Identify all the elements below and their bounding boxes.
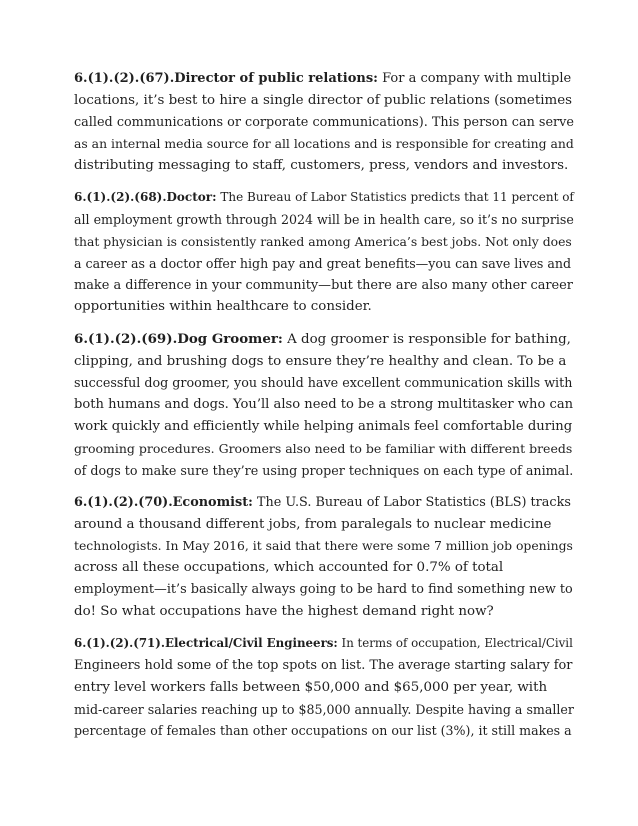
entry-doctor [74, 187, 574, 318]
entry-text-line: employment—it’s basically always going to be hard to find something new to [74, 582, 573, 598]
entry-text-line: work quickly and efficiently while helping animals feel comfortable during [74, 418, 573, 434]
entry-text-line: successful dog groomer, you should have excellent communication skills with [74, 375, 573, 391]
entry-text-line: a career as a doctor offer high pay and great benefits—you can save lives and [74, 255, 572, 271]
entry-text-line: as an internal media source for all locations and is responsible for creating and [74, 136, 574, 152]
entry-first-line [74, 329, 574, 351]
entry-dog-groomer [74, 329, 574, 482]
entry-text: In terms of occupation, Electrical/Civil [337, 636, 573, 651]
entry-text-line: technologists. In May 2016, it said that there were some 7 million job openings [74, 538, 573, 554]
entry-text: The Bureau of Labor Statistics predicts that 11 percent of [216, 190, 574, 205]
entry-text-line: all employment growth through 2024 will be in health care, so it’s no surprise [74, 212, 574, 228]
entry-heading: 6.(1).(2).(67).Director of public relations: [74, 71, 378, 86]
entry-text-line: grooming procedures. Groomers also need to be familiar with different breeds [74, 440, 573, 456]
entry-heading: 6.(1).(2).(69).Dog Groomer: [74, 330, 283, 347]
entry-text-line: entry level workers falls between $50,000 and $65,000 per year, with [74, 679, 548, 695]
entry-text: For a company with multiple [377, 71, 572, 86]
entry-text-line: distributing messaging to staff, customers, press, vendors and investors. [74, 158, 569, 174]
entry-text-line: Engineers hold some of the top spots on list. The average starting salary for [74, 657, 573, 673]
entry-electrical-civil-engineers [74, 633, 574, 742]
entry-text-line: make a difference in your community—but there are also many other career [74, 277, 573, 293]
entry-heading: 6.(1).(2).(70).Economist: [74, 494, 253, 510]
entry-heading: 6.(1).(2).(68).Doctor: [74, 190, 217, 205]
entry-first-line [74, 68, 574, 90]
entry-text-line: across all these occupations, which accounted for 0.7% of total [74, 560, 504, 576]
entry-text-line: that physician is consistently ranked among America’s best jobs. Not only does [74, 234, 572, 250]
entry-economist [74, 492, 574, 623]
entry-text-line: percentage of females than other occupations on our list (3%), it still makes a [74, 723, 572, 739]
entry-text-line: called communications or corporate communications). This person can serve [74, 114, 574, 130]
entry-text-line: locations, it’s best to hire a single director of public relations (sometimes [74, 92, 573, 108]
entry-text-line: both humans and dogs. You’ll also need to be a strong multitasker who can [74, 397, 574, 413]
document-page [74, 68, 574, 753]
entry-text-line: around a thousand different jobs, from paralegals to nuclear medicine [74, 516, 552, 532]
entry-text: The U.S. Bureau of Labor Statistics (BLS) tracks [252, 494, 571, 510]
entry-text: A dog groomer is responsible for bathing, [282, 331, 571, 347]
entry-text-line: mid-career salaries reaching up to $85,000 annually. Despite having a smaller [74, 701, 574, 717]
entry-first-line [74, 492, 574, 514]
entry-text-line: opportunities within healthcare to consider. [74, 299, 372, 315]
entry-first-line [74, 187, 574, 209]
entry-director-of-public-relations [74, 68, 574, 177]
entry-text-line: clipping, and brushing dogs to ensure they’re healthy and clean. To be a [74, 353, 567, 369]
entry-text-line: do! So what occupations have the highest demand right now? [74, 603, 494, 619]
entry-text-line: of dogs to make sure they’re using proper techniques on each type of animal. [74, 462, 574, 478]
entry-heading: 6.(1).(2).(71).Electrical/Civil Engineers: [74, 636, 338, 651]
entry-first-line [74, 633, 574, 655]
